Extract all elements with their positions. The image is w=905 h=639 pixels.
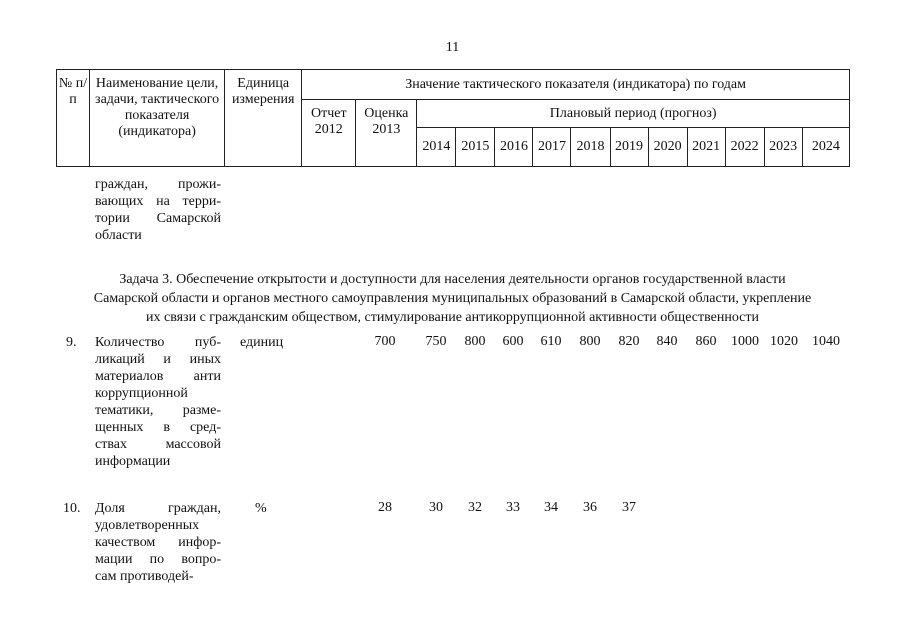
name-line: сам противодей- <box>95 569 194 584</box>
row-number: 9. <box>66 335 77 350</box>
name-line: граждан, прожи- <box>95 177 221 192</box>
row-number: 10. <box>63 501 81 516</box>
name-line: информации <box>95 454 171 469</box>
row-report-2012: 28 <box>378 500 392 515</box>
row-year-value: 34 <box>544 500 558 515</box>
page-number: 11 <box>445 40 460 55</box>
row-year-value: 37 <box>622 500 636 515</box>
header-estimate-2013: Оценка 2013 <box>356 100 417 167</box>
header-values-by-year: Значение тактического показателя (индикатора) по годам <box>302 70 850 100</box>
row-year-value: 32 <box>468 500 482 515</box>
row-year-value: 1040 <box>812 334 840 349</box>
header-year: 2024 <box>802 128 849 167</box>
name-line: тории Самарской <box>95 211 221 226</box>
indicator-table-header <box>56 69 850 167</box>
header-year: 2014 <box>417 128 456 167</box>
header-year: 2022 <box>725 128 764 167</box>
header-year: 2018 <box>571 128 610 167</box>
header-year: 2015 <box>456 128 495 167</box>
row-report-2012: 700 <box>374 334 396 349</box>
header-name: Наименование цели, задачи, тактического показателя (индикатора) <box>90 70 225 167</box>
name-line: тематики, разме- <box>95 403 221 418</box>
row-year-value: 610 <box>540 334 562 349</box>
row-name <box>95 500 221 585</box>
continuation-name-cell <box>95 176 221 244</box>
header-year: 2017 <box>533 128 571 167</box>
row-unit: % <box>255 501 267 516</box>
row-year-value: 750 <box>425 334 447 349</box>
name-line: материалов анти <box>95 369 221 384</box>
name-line: щенных в сред- <box>95 420 221 435</box>
row-year-value: 36 <box>583 500 597 515</box>
header-year: 2020 <box>648 128 687 167</box>
header-year: 2023 <box>764 128 802 167</box>
name-line: коррупционной <box>95 386 188 401</box>
name-line: качеством инфор- <box>95 535 221 550</box>
header-year: 2019 <box>610 128 648 167</box>
row-year-value: 820 <box>618 334 640 349</box>
header-year: 2021 <box>687 128 725 167</box>
header-report-2012: Отчет 2012 <box>302 100 356 167</box>
row-year-value: 1020 <box>770 334 798 349</box>
row-unit: единиц <box>240 335 284 350</box>
name-line: Количество пуб- <box>95 335 221 350</box>
row-year-value: 800 <box>579 334 601 349</box>
row-year-value: 860 <box>695 334 717 349</box>
row-year-value: 800 <box>464 334 486 349</box>
name-line: Доля граждан, <box>95 501 221 516</box>
task-3-heading <box>40 270 865 327</box>
task-line: Задача 3. Обеспечение открытости и доступности для населения деятельности органов государственной власти <box>119 272 786 287</box>
task-line: Самарской области и органов местного самоуправления муниципальных образований в Самарской области, укрепление <box>93 291 812 306</box>
row-year-value: 600 <box>502 334 524 349</box>
name-line: ликаций и иных <box>95 352 221 367</box>
name-line: вающих на терри- <box>95 194 221 209</box>
name-line: области <box>95 228 142 243</box>
row-year-value: 33 <box>506 500 520 515</box>
row-name <box>95 334 221 470</box>
row-year-value: 1000 <box>731 334 759 349</box>
header-no: № п/п <box>57 70 90 167</box>
name-line: удовлетворенных <box>95 518 200 533</box>
header-plan-period: Плановый период (прогноз) <box>417 100 850 128</box>
task-line: их связи с гражданским обществом, стимулирование антикоррупционной активности общественности <box>145 310 759 325</box>
header-unit: Единица измерения <box>225 70 302 167</box>
row-year-value: 30 <box>429 500 443 515</box>
name-line: мации по вопро- <box>95 552 221 567</box>
name-line: ствах массовой <box>95 437 221 452</box>
row-year-value: 840 <box>656 334 678 349</box>
header-year: 2016 <box>495 128 533 167</box>
